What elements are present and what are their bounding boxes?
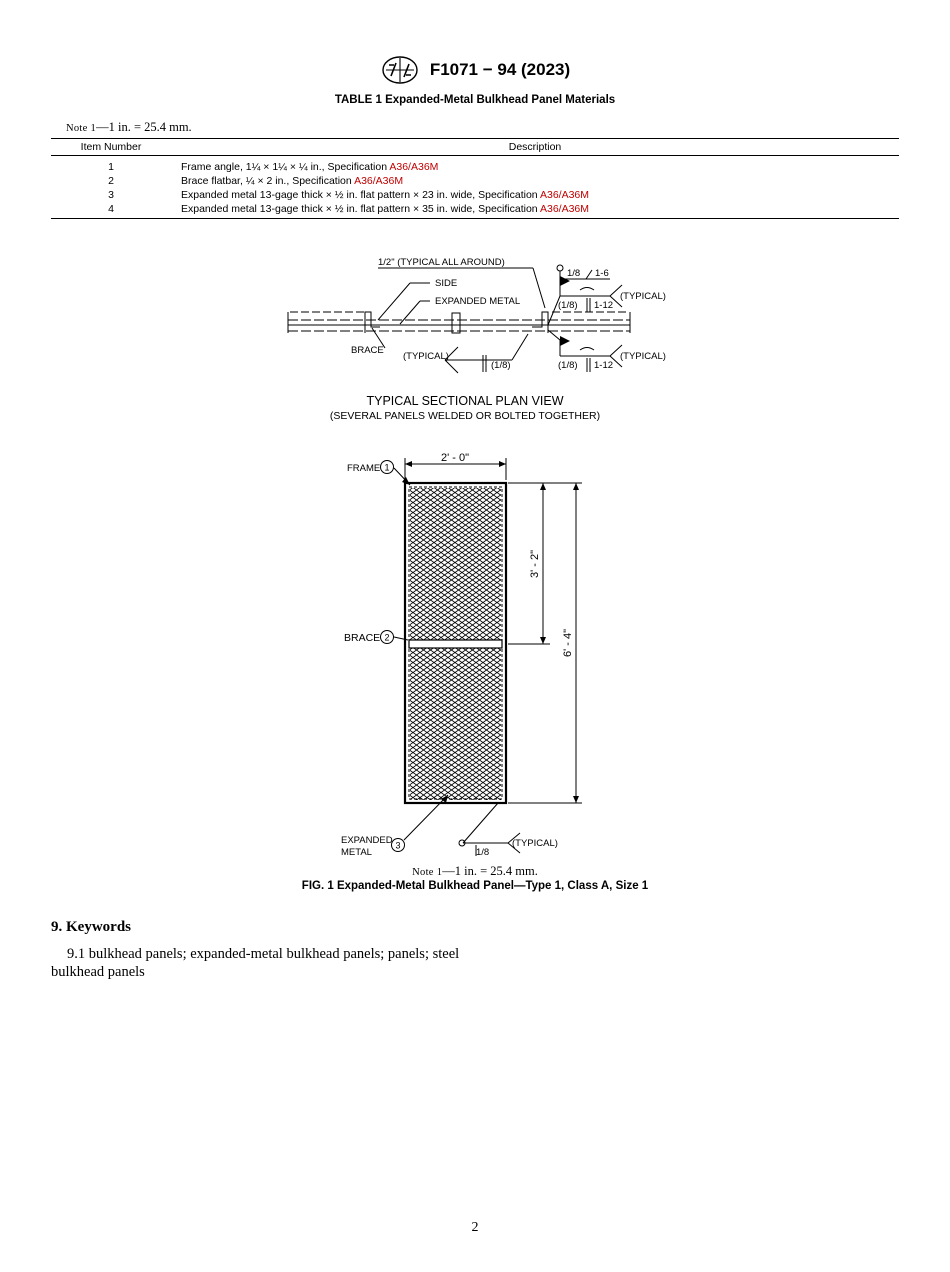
item-description: Frame angle, 1¼ × 1¼ × ¼ in., Specification A36/A36M bbox=[181, 161, 439, 173]
figure-note-label: Note 1 bbox=[412, 867, 443, 878]
spec-link[interactable]: A36/A36M bbox=[389, 161, 439, 173]
table-note-text: —1 in. = 25.4 mm. bbox=[96, 120, 192, 134]
label-one-eighth-left: (1/8) bbox=[491, 360, 511, 371]
figure-note-text: —1 in. = 25.4 mm. bbox=[442, 864, 538, 878]
label-one-eighth-mid: (1/8) bbox=[558, 300, 578, 311]
standard-designation: F1071 − 94 (2023) bbox=[429, 60, 571, 79]
label-weld-1-6: 1-6 bbox=[595, 268, 609, 279]
width-dimension: 2' - 0" bbox=[440, 452, 470, 464]
label-one-eighth-elevation: 1/8 bbox=[476, 847, 490, 858]
view-title: TYPICAL SECTIONAL PLAN VIEW bbox=[366, 394, 564, 408]
label-one-eighth-top: 1/8 bbox=[567, 268, 581, 279]
label-brace: BRACE bbox=[351, 345, 384, 356]
label-typical-left: (TYPICAL) bbox=[403, 351, 449, 362]
page-number: 2 bbox=[471, 1220, 479, 1235]
table-note-label: Note 1 bbox=[66, 123, 97, 134]
item-description: Brace flatbar, ¼ × 2 in., Specification A36/A36M bbox=[181, 175, 404, 187]
callout-2: 2 bbox=[384, 632, 390, 643]
overall-height-dimension: 6' - 4" bbox=[562, 628, 574, 658]
table-caption: TABLE 1 Expanded-Metal Bulkhead Panel Materials bbox=[334, 94, 616, 106]
brace-bar bbox=[409, 640, 502, 648]
sectional-plan-view bbox=[288, 265, 630, 373]
panel-elevation bbox=[405, 483, 506, 803]
upper-mesh bbox=[410, 488, 501, 640]
keywords-heading: 9. Keywords bbox=[51, 919, 131, 935]
item-description: Expanded metal 13-gage thick × ½ in. flat pattern × 35 in. wide, Specification A36/A36M bbox=[171, 202, 899, 219]
lower-mesh bbox=[410, 648, 501, 800]
spec-link[interactable]: A36/A36M bbox=[539, 189, 590, 201]
item-number: 1 bbox=[108, 161, 114, 173]
label-metal: METAL bbox=[341, 847, 372, 858]
item-number: 3 bbox=[108, 189, 114, 201]
label-expanded: EXPANDED bbox=[341, 835, 393, 846]
label-typical-all-around: 1/2" (TYPICAL ALL AROUND) bbox=[378, 257, 505, 268]
spec-link[interactable]: A36/A36M bbox=[539, 203, 590, 215]
item-number: 4 bbox=[51, 202, 171, 219]
label-side: SIDE bbox=[435, 278, 458, 289]
view-subtitle: (SEVERAL PANELS WELDED OR BOLTED TOGETHER) bbox=[329, 410, 601, 422]
item-number: 2 bbox=[108, 175, 114, 187]
label-weld-1-12-bottom: 1-12 bbox=[594, 360, 614, 371]
keywords-text: 9.1 bulkhead panels; expanded-metal bulkhead panels; panels; steel bulkhead panels bbox=[51, 946, 460, 980]
label-frame: FRAME bbox=[347, 463, 381, 474]
label-typical-elevation: (TYPICAL) bbox=[512, 838, 558, 849]
callout-3: 3 bbox=[395, 840, 401, 851]
callout-1: 1 bbox=[384, 462, 390, 473]
label-typical-right-bottom: (TYPICAL) bbox=[620, 351, 666, 362]
spec-link[interactable]: A36/A36M bbox=[354, 175, 404, 187]
figure-note bbox=[0, 864, 950, 879]
label-typical-right-top: (TYPICAL) bbox=[620, 291, 666, 302]
label-one-eighth-bottom: (1/8) bbox=[558, 360, 578, 371]
figure-caption: FIG. 1 Expanded-Metal Bulkhead Panel—Type 1, Class A, Size 1 bbox=[301, 880, 649, 892]
item-description: Expanded metal 13-gage thick × ½ in. flat pattern × 23 in. wide, Specification A36/A36M bbox=[181, 189, 590, 201]
label-expanded-metal: EXPANDED METAL bbox=[435, 296, 521, 307]
upper-height-dimension: 3' - 2" bbox=[529, 549, 541, 579]
column-header-item: Item Number bbox=[51, 139, 171, 156]
label-weld-1-12-top: 1-12 bbox=[594, 300, 614, 311]
label-brace-elevation: BRACE bbox=[344, 632, 381, 644]
column-header-description: Description bbox=[171, 139, 899, 156]
